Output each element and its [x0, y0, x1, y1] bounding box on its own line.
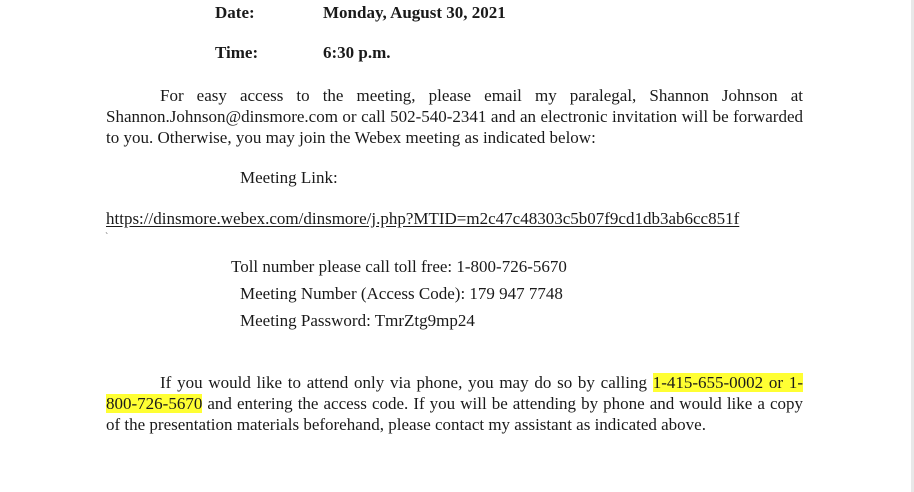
phone-paragraph-lead: If you would like to attend only via phone, you may do so by calling: [160, 373, 653, 392]
meeting-password: Meeting Password: TmrZtg9mp24: [240, 311, 475, 330]
time-label: Time:: [215, 43, 259, 62]
meeting-number: Meeting Number (Access Code): 179 947 7748: [240, 284, 563, 303]
stray-mark: `: [105, 232, 109, 243]
phone-paragraph-tail: and entering the access code. If you will be attending by phone and would like a copy of the presentation materials beforehand, please contact my assistant as indicated above.: [106, 394, 803, 434]
time-value: 6:30 p.m.: [323, 43, 391, 62]
phone-paragraph: [106, 372, 803, 435]
access-paragraph: [106, 85, 803, 148]
phone-numbers-highlight: 1-415-655-0002 or 1-800-726-5670: [106, 373, 803, 413]
meeting-link-label: Meeting Link:: [240, 168, 338, 187]
toll-number: Toll number please call toll free: 1-800-726-5670: [231, 257, 567, 276]
date-value: Monday, August 30, 2021: [323, 3, 506, 22]
meeting-link[interactable]: https://dinsmore.webex.com/dinsmore/j.php?MTID=m2c47c48303c5b07f9cd1db3ab6cc851f: [106, 209, 740, 228]
date-label: Date:: [215, 3, 255, 22]
access-paragraph-text: For easy access to the meeting, please email my paralegal, Shannon Johnson at Shannon.Johnson@dinsmore.com or call 502-540-2341 and an electronic invitation will be forwarded to you. Otherwise, you may join the Webex meeting as indicated below:: [106, 86, 803, 147]
meeting-link-row: [106, 208, 739, 230]
